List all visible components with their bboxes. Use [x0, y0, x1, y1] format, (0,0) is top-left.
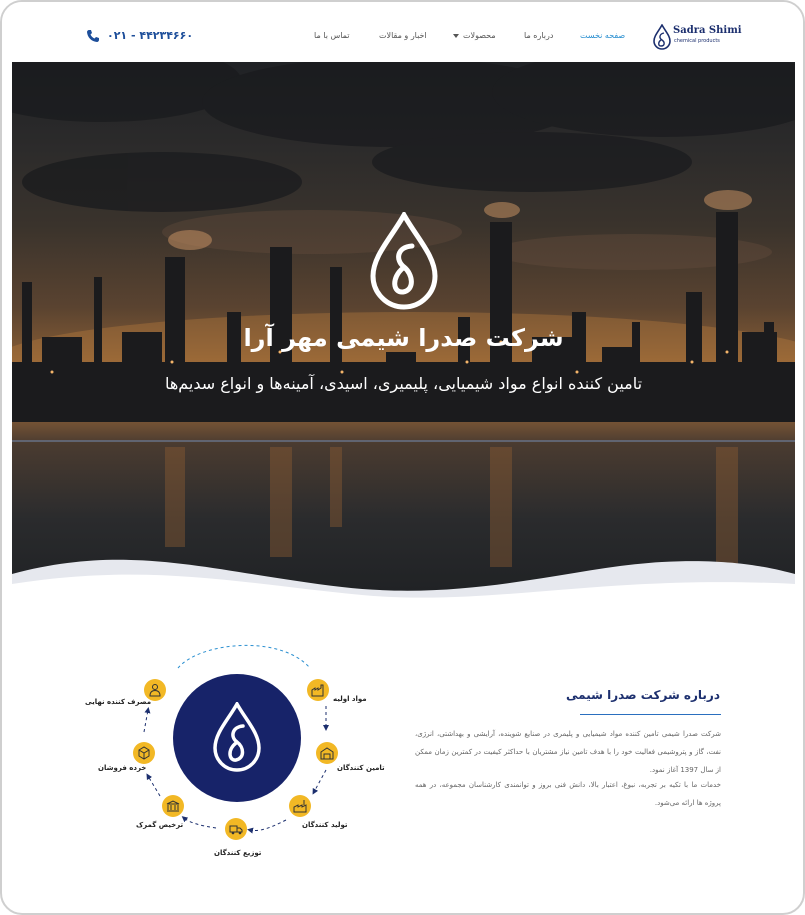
phone-icon: [86, 29, 100, 43]
phone-number: ۰۲۱ - ۴۴۲۳۴۶۶۰: [107, 29, 194, 42]
step-suppliers-node: [316, 742, 338, 764]
step-distributors-label: توزیع کنندگان: [214, 849, 262, 857]
step-distributors-node: [225, 818, 247, 840]
logo[interactable]: [650, 24, 742, 52]
company-emblem-icon: [210, 702, 264, 774]
consumer-icon: [148, 683, 162, 697]
logo-drop-icon: [652, 24, 672, 50]
box-icon: [137, 746, 151, 760]
hero-banner: [12, 62, 795, 607]
hero-subtitle: تامین کننده انواع مواد شیمیایی، پلیمیری، اسیدی، آمینه‌ها و انواع سدیم‌ها: [164, 374, 643, 393]
about-paragraph-1: شرکت صدرا شیمی تامین کننده مواد شیمیایی و پلیمری در صنایع شوینده، آرایشی و بهداشتی، انرژی، نفت، گاز و پتروشیمی فعالیت خود را با هدف تامین نیاز مشتریان با حداکثر کیفیت در کمترین زمان ممکن از سال 1397 آغاز نمود.: [415, 730, 721, 774]
nav-news[interactable]: اخبار و مقالات: [379, 31, 427, 40]
about-divider: [580, 714, 721, 715]
warehouse-icon: [320, 746, 334, 760]
step-customs-label: ترخیص گمرک: [136, 821, 184, 829]
step-retailers-node: [133, 742, 155, 764]
step-manufacturers-label: تولید کنندگان: [302, 821, 348, 829]
about-title: درباره شرکت صدرا شیمی: [566, 688, 720, 702]
nav-about[interactable]: درباره ما: [524, 31, 554, 40]
chevron-down-icon: [453, 34, 459, 38]
company-emblem-icon: [367, 212, 441, 310]
customs-icon: [166, 799, 180, 813]
logo-name: Sadra Shimi: [673, 25, 742, 36]
nav-contact[interactable]: تماس با ما: [314, 31, 350, 40]
nav-products[interactable]: [453, 31, 496, 40]
step-raw-materials-label: مواد اولیه: [333, 695, 367, 703]
hero-title: شرکت صدرا شیمی مهر آرا: [243, 324, 564, 352]
nav-home[interactable]: صفحه نخست: [580, 31, 626, 40]
about-paragraph-2: خدمات ما با تکیه بر تجربه، نبوغ، اعتبار بالا، دانش فنی بروز و توانمندی کارشناسان مجموعه، در همه پروژه ها ارائه می‌شود.: [415, 781, 721, 807]
step-suppliers-label: تامین کنندگان: [337, 764, 385, 772]
step-manufacturers-node: [289, 795, 311, 817]
factory-icon: [311, 683, 325, 697]
plant-icon: [293, 799, 307, 813]
company-center-badge: [173, 674, 301, 802]
logo-tagline: chemical products: [674, 38, 720, 44]
truck-icon: [229, 822, 243, 836]
step-retailers-label: خرده فروشان: [98, 764, 147, 772]
site-header: [2, 2, 803, 62]
step-customs-node: [162, 795, 184, 817]
nav-products-label: محصولات: [463, 31, 496, 40]
step-end-consumer-label: مصرف کننده نهایی: [85, 698, 152, 706]
step-raw-materials-node: [307, 679, 329, 701]
